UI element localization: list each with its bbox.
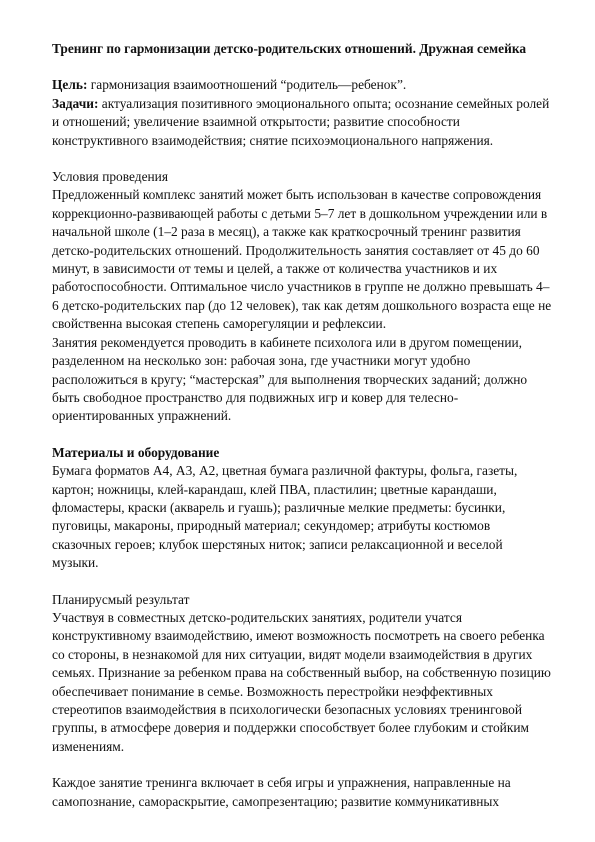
goal-label: Цель: xyxy=(52,77,88,93)
conditions-section xyxy=(52,168,552,426)
document-title: Тренинг по гармонизации детско-родительских отношений. Дружная семейка xyxy=(52,41,527,56)
result-paragraph: Участвуя в совместных детско-родительских занятиях, родители учатся конструктивному взаимодействию, имеют возможность посмотреть на своего ребенка со стороны, в незнакомой для них ситуации, видят модели взаимодействия в других семьях. Признание за ребенком права на собственный выбор, на собственную позицию обеспечивает понимание в семье. Возможность перестройки неэффективных стереотипов взаимодействия в психологически безопасных условиях тренинговой группы, в атмосфере доверия и поддержки способствует более глубоким и стойким изменениям. xyxy=(52,609,551,754)
result-section xyxy=(52,591,552,757)
conditions-paragraph-1: Предложенный комплекс занятий может быть использован в качестве сопровождения коррекционно-развивающей работы с детьми 5–7 лет в дошкольном учреждении или в начальной школе (1–2 раза в месяц), а также как краткосрочный тренинг развития детско-родительских отношений. Продолжительность занятия составляет от 45 до 60 минут, в зависимости от темы и целей, а также от количества участников и их работоспособности. Оптимальное число участников в группе не должно превышать 4–6 детско-родительских пар (до 12 человек), так как детям дошкольного возраста еще не свойственна высокая степень саморегуляции и рефлексии. xyxy=(52,187,552,332)
closing-paragraph: Каждое занятие тренинга включает в себя игры и упражнения, направленные на самопознание, самораскрытие, самопрезентацию; развитие коммуникативных xyxy=(52,775,511,809)
materials-paragraph: Бумага форматов А4, А3, А2, цветная бумага различной фактуры, фольга, газеты, картон; ножницы, клей-карандаш, клей ПВА, пластилин; цветные карандаши, фломастеры, краски (акварель и гуашь); различные мелкие предметы: бусинки, пуговицы, макароны, природный материал; секундомер; атрибуты костюмов сказочных героев; клубок шерстяных ниток; записи релаксационной и веселой музыки. xyxy=(52,463,518,571)
closing-section xyxy=(52,774,552,811)
goal-text: гармонизация взаимоотношений “родитель—ребенок”. xyxy=(87,77,407,93)
conditions-heading: Условия проведения xyxy=(52,169,169,185)
goal-line xyxy=(52,76,552,94)
conditions-paragraph-2: Занятия рекомендуется проводить в кабинете психолога или в другом помещении, разделенном на несколько зон: рабочая зона, где участники могут удобно расположиться в кругу; “мастерская” для выполнения творческих заданий; должно быть свободное пространство для подвижных игр и ковер для телесно-ориентированных упражнений. xyxy=(52,334,528,424)
materials-heading: Материалы и оборудование xyxy=(52,444,220,460)
document-page xyxy=(52,40,552,811)
materials-section xyxy=(52,444,552,573)
tasks-label: Задачи: xyxy=(52,95,99,111)
tasks-paragraph xyxy=(52,95,552,150)
result-heading: Планирусмый результат xyxy=(52,591,190,607)
tasks-text: актуализация позитивного эмоционального опыта; осознание семейных ролей и отношений; увеличение взаимной открытости; развитие способности конструктивного взаимодействия; снятие психоэмоционального напряжения. xyxy=(52,95,550,148)
